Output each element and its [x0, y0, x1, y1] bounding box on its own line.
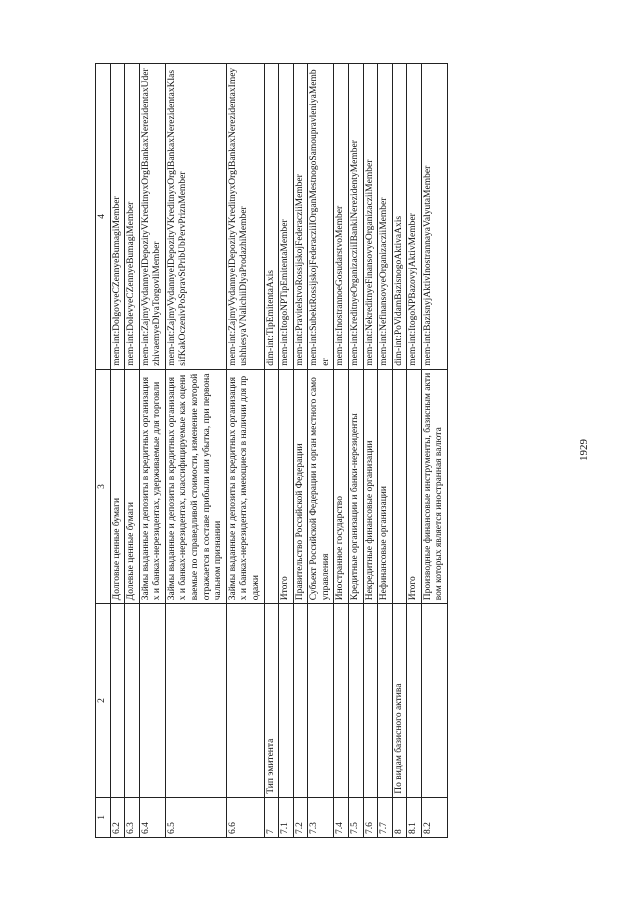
description-cell: Производные финансовые инструменты, базисным активом которых является иностранная валюта	[421, 369, 447, 604]
description-cell: Правительство Российской Федерации	[293, 369, 308, 604]
group-label-cell	[165, 604, 226, 798]
group-label-cell	[308, 604, 334, 798]
table-row	[421, 64, 447, 838]
code-cell: mem-int:DolevyeCZennyeBumagiMember	[125, 64, 140, 370]
code-cell: mem-int:ItogoNPBazovyjAktivMember	[407, 64, 422, 370]
table-row	[110, 64, 125, 838]
code-cell: mem-int:ZajmyVydannyeIDepozityVKreditnyxOrgIBankaxNerezidentaxImeyushhiesyaVNalichiiDlyaProdazhiMember	[226, 64, 264, 370]
code-cell: mem-int:ItogoNPTipEmitentaMember	[279, 64, 294, 370]
row-number-cell: 6.2	[110, 797, 125, 837]
code-cell: dim-int:PoVidamBazisnogoAktivaAxis	[392, 64, 407, 370]
row-number-cell: 8	[392, 797, 407, 837]
row-number-cell: 6.3	[125, 797, 140, 837]
description-cell: Некредитные финансовые организации	[363, 369, 378, 604]
description-cell: Долговые ценные бумаги	[110, 369, 125, 604]
row-number-cell: 7.7	[378, 797, 393, 837]
group-label-cell	[348, 604, 363, 798]
row-number-cell: 7.3	[308, 797, 334, 837]
group-label-cell	[407, 604, 422, 798]
description-cell: Займы выданные и депозиты в кредитных организациях и банках-нерезидентах, имеющиеся в наличии для продажи	[226, 369, 264, 604]
group-label-cell	[421, 604, 447, 798]
description-cell: Займы выданные и депозиты в кредитных организациях и банках-нерезидентах, удерживаемые для торговли	[139, 369, 165, 604]
code-cell: mem-int:NefinansovyeOrganizacziiMember	[378, 64, 393, 370]
code-cell: mem-int:PravitelstvoRossijskojFederacziiMember	[293, 64, 308, 370]
code-cell: dim-int:TipEmitentaAxis	[264, 64, 279, 370]
row-number-cell: 6.4	[139, 797, 165, 837]
table-row	[363, 64, 378, 838]
header-cell-1: 1	[96, 797, 111, 837]
table-row	[125, 64, 140, 838]
group-label-cell: По видам базисного актива	[392, 604, 407, 798]
code-cell: mem-int:DolgovyeCZennyeBumagiMember	[110, 64, 125, 370]
row-number-cell: 7.1	[279, 797, 294, 837]
table-row	[308, 64, 334, 838]
group-label-cell	[110, 604, 125, 798]
rotated-document-table	[95, 63, 555, 838]
group-label-cell	[378, 604, 393, 798]
group-label-cell	[125, 604, 140, 798]
group-label-cell	[279, 604, 294, 798]
group-label-cell	[334, 604, 349, 798]
table-row	[334, 64, 349, 838]
group-label-cell	[226, 604, 264, 798]
data-table	[95, 63, 448, 838]
page-number: 1929	[578, 439, 590, 461]
row-number-cell: 7.6	[363, 797, 378, 837]
header-cell-4: 4	[96, 64, 111, 370]
description-cell: Иностранное государство	[334, 369, 349, 604]
header-cell-2: 2	[96, 604, 111, 798]
row-number-cell: 7.5	[348, 797, 363, 837]
row-number-cell: 7.2	[293, 797, 308, 837]
group-label-cell	[293, 604, 308, 798]
code-cell: mem-int:InostrannoeGosudarstvoMember	[334, 64, 349, 370]
description-cell	[392, 369, 407, 604]
table-row	[293, 64, 308, 838]
group-label-cell: Тип эмитента	[264, 604, 279, 798]
table-row	[165, 64, 226, 838]
table-row	[392, 64, 407, 838]
table-row	[139, 64, 165, 838]
description-cell: Нефинансовые организации	[378, 369, 393, 604]
code-cell: mem-int:ZajmyVydannyeIDepozityVKreditnyxOrgIBankaxNerezidentaxKlassifKakOczenivPoSpravStPribUbPervPriznMember	[165, 64, 226, 370]
description-cell: Субъект Российской Федерации и орган местного самоуправления	[308, 369, 334, 604]
header-row	[96, 64, 111, 838]
row-number-cell: 6.6	[226, 797, 264, 837]
description-cell: Итого	[407, 369, 422, 604]
table-row	[264, 64, 279, 838]
row-number-cell: 8.2	[421, 797, 447, 837]
header-cell-3: 3	[96, 369, 111, 604]
table-row	[348, 64, 363, 838]
row-number-cell: 8.1	[407, 797, 422, 837]
code-cell: mem-int:KreditnyeOrganizacziiIBankiNerezidentyMember	[348, 64, 363, 370]
description-cell: Займы выданные и депозиты в кредитных организациях и банках-нерезидентах, классифицируемые как оцениваемые по справедливой стоимости, изменение которой отражается в составе прибыли или убытка, при первоначальном признании	[165, 369, 226, 604]
table-row	[226, 64, 264, 838]
group-label-cell	[363, 604, 378, 798]
row-number-cell: 6.5	[165, 797, 226, 837]
description-cell: Кредитные организации и банки-нерезиденты	[348, 369, 363, 604]
group-label-cell	[139, 604, 165, 798]
code-cell: mem-int:NekreditnyeFinansovyeOrganizacziiMember	[363, 64, 378, 370]
row-number-cell: 7	[264, 797, 279, 837]
table-row	[407, 64, 422, 838]
code-cell: mem-int:BazisnyjAktivInostrannayaValyutaMember	[421, 64, 447, 370]
code-cell: mem-int:ZajmyVydannyeIDepozityVKreditnyxOrgIBankaxNerezidentaxUderzhivaemyeDlyaTorgovliMember	[139, 64, 165, 370]
row-number-cell: 7.4	[334, 797, 349, 837]
description-cell: Итого	[279, 369, 294, 604]
table-row	[279, 64, 294, 838]
table-row	[378, 64, 393, 838]
description-cell: Долевые ценные бумаги	[125, 369, 140, 604]
code-cell: mem-int:SubektRossijskojFederacziiIOrganMestnogoSamoupravleniyaMember	[308, 64, 334, 370]
description-cell	[264, 369, 279, 604]
